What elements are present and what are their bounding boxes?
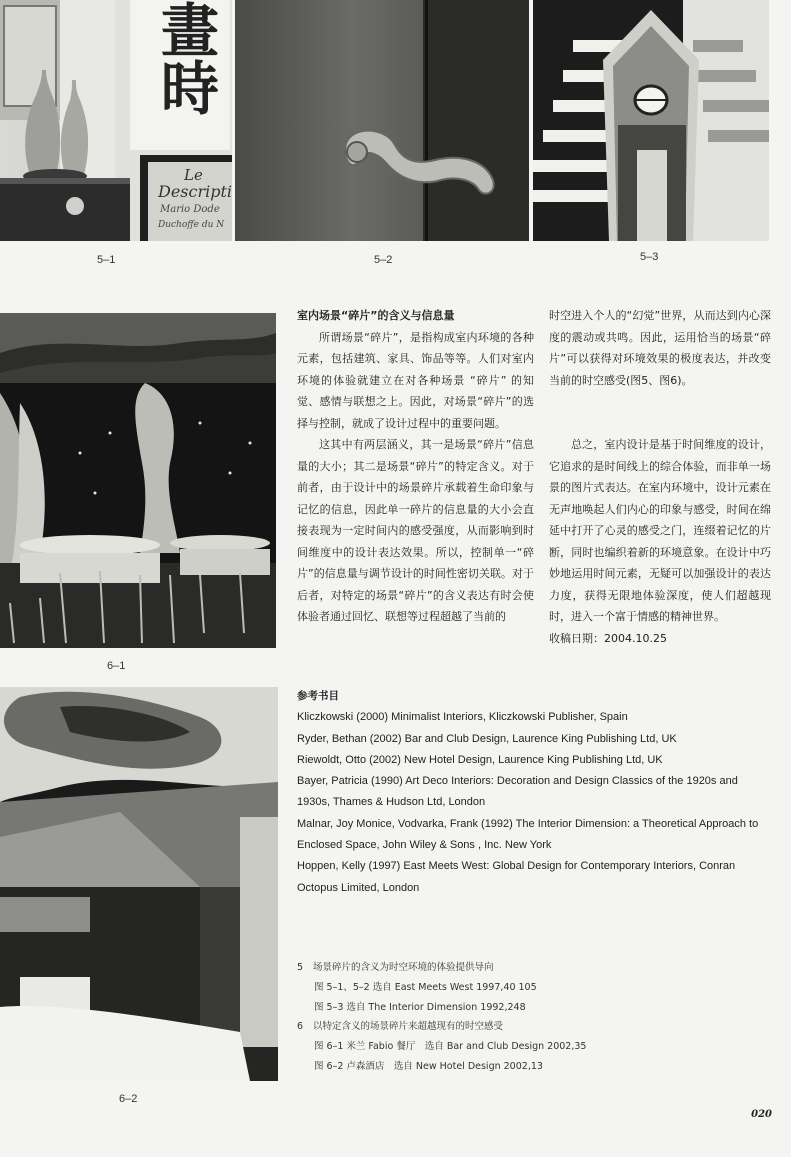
card-line-2: Descripti xyxy=(158,182,232,201)
article-heading: 室内场景“碎片”的含义与信息量 xyxy=(297,309,455,322)
card-line-4: Duchoffe du N xyxy=(158,220,225,230)
reference-item: Ryder, Bethan (2002) Bar and Club Design, Laurence King Publishing Ltd, UK xyxy=(297,732,677,745)
note-6-source-b: 图 6–2 卢森酒店 选自 New Hotel Design 2002,13 xyxy=(314,1060,543,1072)
photo-6-2-graphic xyxy=(0,687,278,1081)
note-6-source-a: 图 6–1 米兰 Fabio 餐厅 选自 Bar and Club Design 2002,35 xyxy=(314,1041,587,1053)
references xyxy=(297,686,773,899)
caption-6-2: 6–2 xyxy=(119,1093,138,1105)
photo-6-1-graphic xyxy=(0,313,276,648)
article-paragraph-3: 总之，室内设计是基于时间维度的设计，它追求的是时间线上的综合体验，而非单一场景的图片式表达。在室内环境中，设计元素在无声地唤起人们内心的印象与感受，时间在绵延中打开了心灵的感受之门，连缀着记忆的片断，同时也编织着新的环境意象。在设计中巧妙地运用时间元素，无疑可以加强设计的表达力度，获得无限地体验深度，使人们超越现时，进入一个富于情感的精神世界。 xyxy=(549,438,771,623)
note-6-number: 6 xyxy=(297,1021,304,1033)
reference-item: Hoppen, Kelly (1997) East Meets West: Global Design for Contemporary Interiors, Conran Octopus Limited, London xyxy=(297,860,736,894)
reference-item: Riewoldt, Otto (2002) New Hotel Design, Laurence King Publishing Ltd, UK xyxy=(297,753,663,766)
figure-notes xyxy=(297,958,767,1077)
article-column-1 xyxy=(297,305,534,628)
reference-item: Kliczkowski (2000) Minimalist Interiors, Kliczkowski Publisher, Spain xyxy=(297,711,628,724)
reference-item: Malnar, Joy Monice, Vodvarka, Frank (1992) The Interior Dimension: a Theoretical Approach to Enclosed Space, John Wiley & Sons , Inc. New York xyxy=(297,817,759,852)
note-5-number: 5 xyxy=(297,962,304,973)
received-date: 收稿日期：2004.10.25 xyxy=(549,631,667,645)
article-paragraph-1: 所谓场景“碎片”，是指构成室内环境的各种元素，包括建筑、家具、饰品等等。人们对室内环境的体验就建立在对各种场景 “碎片” 的知觉、感情与联想之上。因此，对场景“碎片”的选择与控制，就成了设计过程中的重要问题。 xyxy=(297,330,534,430)
note-5-text: 场景碎片的含义为时空环境的体验提供导向 xyxy=(313,962,494,973)
note-6-text: 以特定含义的场景碎片来超越现有的时空感受 xyxy=(313,1021,504,1033)
photo-5-1 xyxy=(0,0,232,241)
note-5-source-b: 图 5–3 选自 The Interior Dimension 1992,248 xyxy=(314,1001,526,1013)
article-column-2 xyxy=(549,305,771,649)
page-number: 020 xyxy=(751,1109,772,1120)
photo-5-3 xyxy=(533,0,769,241)
reference-item: Bayer, Patricia (1990) Art Deco Interiors: Decoration and Design Classics of the 1920s and 1930s, Thames & Hudson Ltd, London xyxy=(297,775,738,809)
photo-6-2 xyxy=(0,687,278,1081)
caption-5-1: 5–1 xyxy=(97,254,116,266)
article-paragraph-2: 这其中有两层涵义，其一是场景“碎片”信息量的大小；其二是场景“碎片”的特定含义。对于前者，由于设计中的场景碎片承载着生命印象与记忆的信息，因此单一碎片的信息量的大小会直接表现为一定时间内的感受强度，从而影响到时间维度中的设计表达效果。所以，控制单一“碎片”的信息量与调节设计的时间性密切关联。对于后者，对特定的场景“碎片”的含义表达有时会使体验者通过回忆、联想等过程超越了当前的 xyxy=(297,438,534,623)
note-5 xyxy=(297,958,767,978)
caption-5-2: 5–2 xyxy=(374,254,393,266)
calligraphy-text: 畫時 xyxy=(151,0,219,116)
paragraph-gap xyxy=(549,391,771,434)
caption-6-1: 6–1 xyxy=(107,660,126,672)
note-5-source-a: 图 5–1、5–2 选自 East Meets West 1997,40 105 xyxy=(314,981,537,993)
card-line-1: Le xyxy=(184,166,203,184)
caption-5-3: 5–3 xyxy=(640,251,659,263)
article-paragraph-2-cont: 时空进入个人的“幻觉”世界，从而达到内心深度的震动或共鸣。因此，运用恰当的场景“碎片”可以获得对环境效果的极度表达，并改变当前的时空感受(图5、图6)。 xyxy=(549,309,771,387)
card-line-3: Mario Dode xyxy=(160,204,220,215)
photo-6-1 xyxy=(0,313,276,648)
note-6 xyxy=(297,1017,767,1037)
photo-5-2-graphic xyxy=(235,0,529,241)
photo-5-2 xyxy=(235,0,529,241)
references-title: 参考书目 xyxy=(297,690,339,702)
photo-5-3-graphic xyxy=(533,0,769,241)
